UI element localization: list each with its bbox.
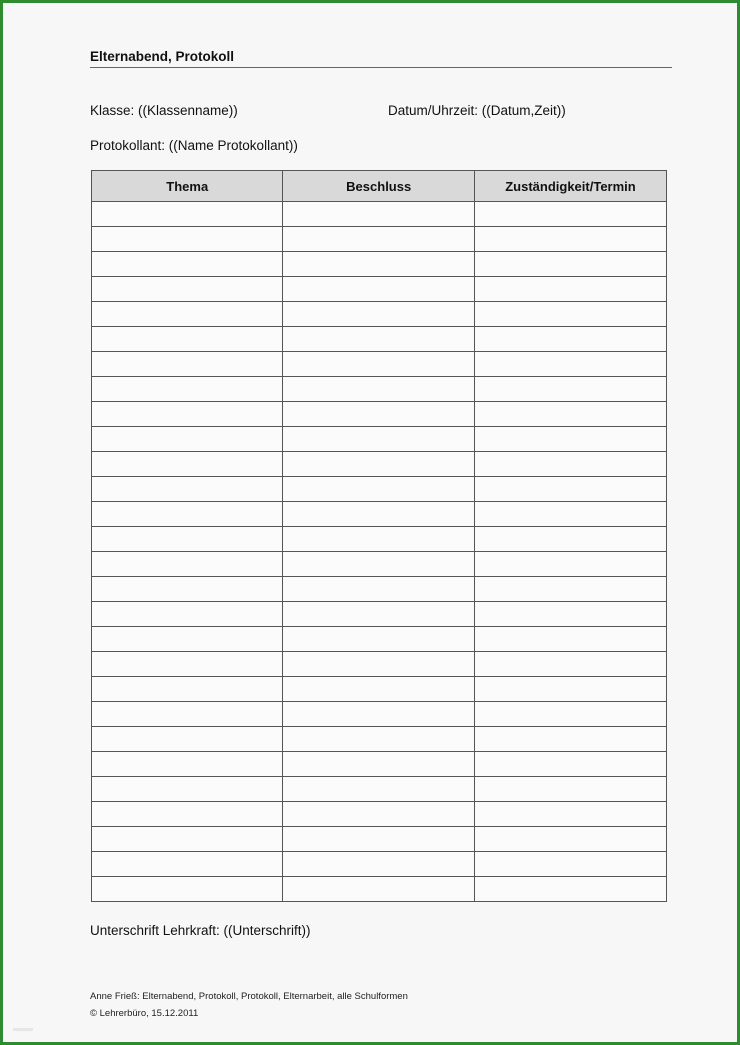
zustaendigkeit-termin-cell <box>474 252 666 277</box>
zustaendigkeit-termin-cell <box>474 352 666 377</box>
beschluss-cell <box>283 227 474 252</box>
beschluss-cell <box>283 327 474 352</box>
table-row <box>92 727 667 752</box>
beschluss-cell <box>283 777 474 802</box>
protocol-table <box>91 170 667 902</box>
beschluss-cell <box>283 752 474 777</box>
beschluss-cell <box>283 277 474 302</box>
beschluss-cell <box>283 302 474 327</box>
table-row <box>92 377 667 402</box>
zustaendigkeit-termin-cell <box>474 677 666 702</box>
table-row <box>92 502 667 527</box>
beschluss-cell <box>283 827 474 852</box>
beschluss-cell <box>283 802 474 827</box>
table-header-row <box>92 171 667 202</box>
thema-cell <box>92 202 283 227</box>
zustaendigkeit-termin-cell <box>474 702 666 727</box>
thema-cell <box>92 252 283 277</box>
zustaendigkeit-termin-cell <box>474 202 666 227</box>
klasse-field: Klasse: ((Klassenname)) <box>90 103 238 118</box>
zustaendigkeit-termin-cell <box>474 602 666 627</box>
table-row <box>92 677 667 702</box>
table-row <box>92 602 667 627</box>
zustaendigkeit-termin-cell <box>474 777 666 802</box>
table-row <box>92 252 667 277</box>
table-row <box>92 552 667 577</box>
zustaendigkeit-termin-cell <box>474 452 666 477</box>
table-row <box>92 577 667 602</box>
thema-cell <box>92 727 283 752</box>
beschluss-cell <box>283 377 474 402</box>
table-row <box>92 327 667 352</box>
beschluss-cell <box>283 452 474 477</box>
zustaendigkeit-termin-cell <box>474 852 666 877</box>
thema-cell <box>92 327 283 352</box>
beschluss-cell <box>283 202 474 227</box>
table-row <box>92 477 667 502</box>
scan-mark <box>13 1028 33 1031</box>
zustaendigkeit-termin-cell <box>474 302 666 327</box>
table-row <box>92 827 667 852</box>
thema-cell <box>92 302 283 327</box>
document-title: Elternabend, Protokoll <box>90 49 672 68</box>
beschluss-cell <box>283 402 474 427</box>
header-beschluss: Beschluss <box>283 171 474 202</box>
thema-cell <box>92 552 283 577</box>
zustaendigkeit-termin-cell <box>474 627 666 652</box>
table-row <box>92 802 667 827</box>
thema-cell <box>92 227 283 252</box>
zustaendigkeit-termin-cell <box>474 527 666 552</box>
table-row <box>92 277 667 302</box>
beschluss-cell <box>283 477 474 502</box>
table-row <box>92 227 667 252</box>
thema-cell <box>92 277 283 302</box>
beschluss-cell <box>283 252 474 277</box>
beschluss-cell <box>283 352 474 377</box>
zustaendigkeit-termin-cell <box>474 727 666 752</box>
thema-cell <box>92 402 283 427</box>
zustaendigkeit-termin-cell <box>474 877 666 902</box>
thema-cell <box>92 627 283 652</box>
thema-cell <box>92 502 283 527</box>
zustaendigkeit-termin-cell <box>474 552 666 577</box>
beschluss-cell <box>283 552 474 577</box>
thema-cell <box>92 827 283 852</box>
thema-cell <box>92 452 283 477</box>
thema-cell <box>92 877 283 902</box>
table-row <box>92 352 667 377</box>
thema-cell <box>92 577 283 602</box>
datum-uhrzeit-field: Datum/Uhrzeit: ((Datum,Zeit)) <box>388 103 566 118</box>
header-thema: Thema <box>92 171 283 202</box>
footer-copyright: © Lehrerbüro, 15.12.2011 <box>90 1008 199 1019</box>
beschluss-cell <box>283 627 474 652</box>
table-row <box>92 877 667 902</box>
zustaendigkeit-termin-cell <box>474 652 666 677</box>
zustaendigkeit-termin-cell <box>474 577 666 602</box>
zustaendigkeit-termin-cell <box>474 827 666 852</box>
thema-cell <box>92 527 283 552</box>
zustaendigkeit-termin-cell <box>474 377 666 402</box>
zustaendigkeit-termin-cell <box>474 752 666 777</box>
thema-cell <box>92 602 283 627</box>
beschluss-cell <box>283 602 474 627</box>
thema-cell <box>92 652 283 677</box>
zustaendigkeit-termin-cell <box>474 802 666 827</box>
thema-cell <box>92 477 283 502</box>
table-row <box>92 777 667 802</box>
table-row <box>92 527 667 552</box>
beschluss-cell <box>283 677 474 702</box>
table-row <box>92 627 667 652</box>
beschluss-cell <box>283 727 474 752</box>
table-row <box>92 702 667 727</box>
beschluss-cell <box>283 652 474 677</box>
beschluss-cell <box>283 852 474 877</box>
zustaendigkeit-termin-cell <box>474 427 666 452</box>
table-row <box>92 427 667 452</box>
beschluss-cell <box>283 577 474 602</box>
table-row <box>92 652 667 677</box>
thema-cell <box>92 752 283 777</box>
thema-cell <box>92 702 283 727</box>
beschluss-cell <box>283 527 474 552</box>
table-row <box>92 852 667 877</box>
thema-cell <box>92 377 283 402</box>
thema-cell <box>92 802 283 827</box>
beschluss-cell <box>283 702 474 727</box>
header-zustaendigkeit-termin: Zuständigkeit/Termin <box>474 171 666 202</box>
beschluss-cell <box>283 427 474 452</box>
zustaendigkeit-termin-cell <box>474 477 666 502</box>
thema-cell <box>92 777 283 802</box>
unterschrift-field: Unterschrift Lehrkraft: ((Unterschrift)) <box>90 923 311 938</box>
table-row <box>92 752 667 777</box>
zustaendigkeit-termin-cell <box>474 402 666 427</box>
protokollant-field: Protokollant: ((Name Protokollant)) <box>90 138 298 153</box>
footer-author: Anne Frieß: Elternabend, Protokoll, Protokoll, Elternarbeit, alle Schulformen <box>90 991 408 1002</box>
table-row <box>92 202 667 227</box>
zustaendigkeit-termin-cell <box>474 227 666 252</box>
table-row <box>92 402 667 427</box>
table-row <box>92 452 667 477</box>
table-row <box>92 302 667 327</box>
thema-cell <box>92 852 283 877</box>
beschluss-cell <box>283 877 474 902</box>
beschluss-cell <box>283 502 474 527</box>
zustaendigkeit-termin-cell <box>474 327 666 352</box>
zustaendigkeit-termin-cell <box>474 502 666 527</box>
thema-cell <box>92 677 283 702</box>
thema-cell <box>92 427 283 452</box>
zustaendigkeit-termin-cell <box>474 277 666 302</box>
thema-cell <box>92 352 283 377</box>
table-body <box>92 202 667 902</box>
